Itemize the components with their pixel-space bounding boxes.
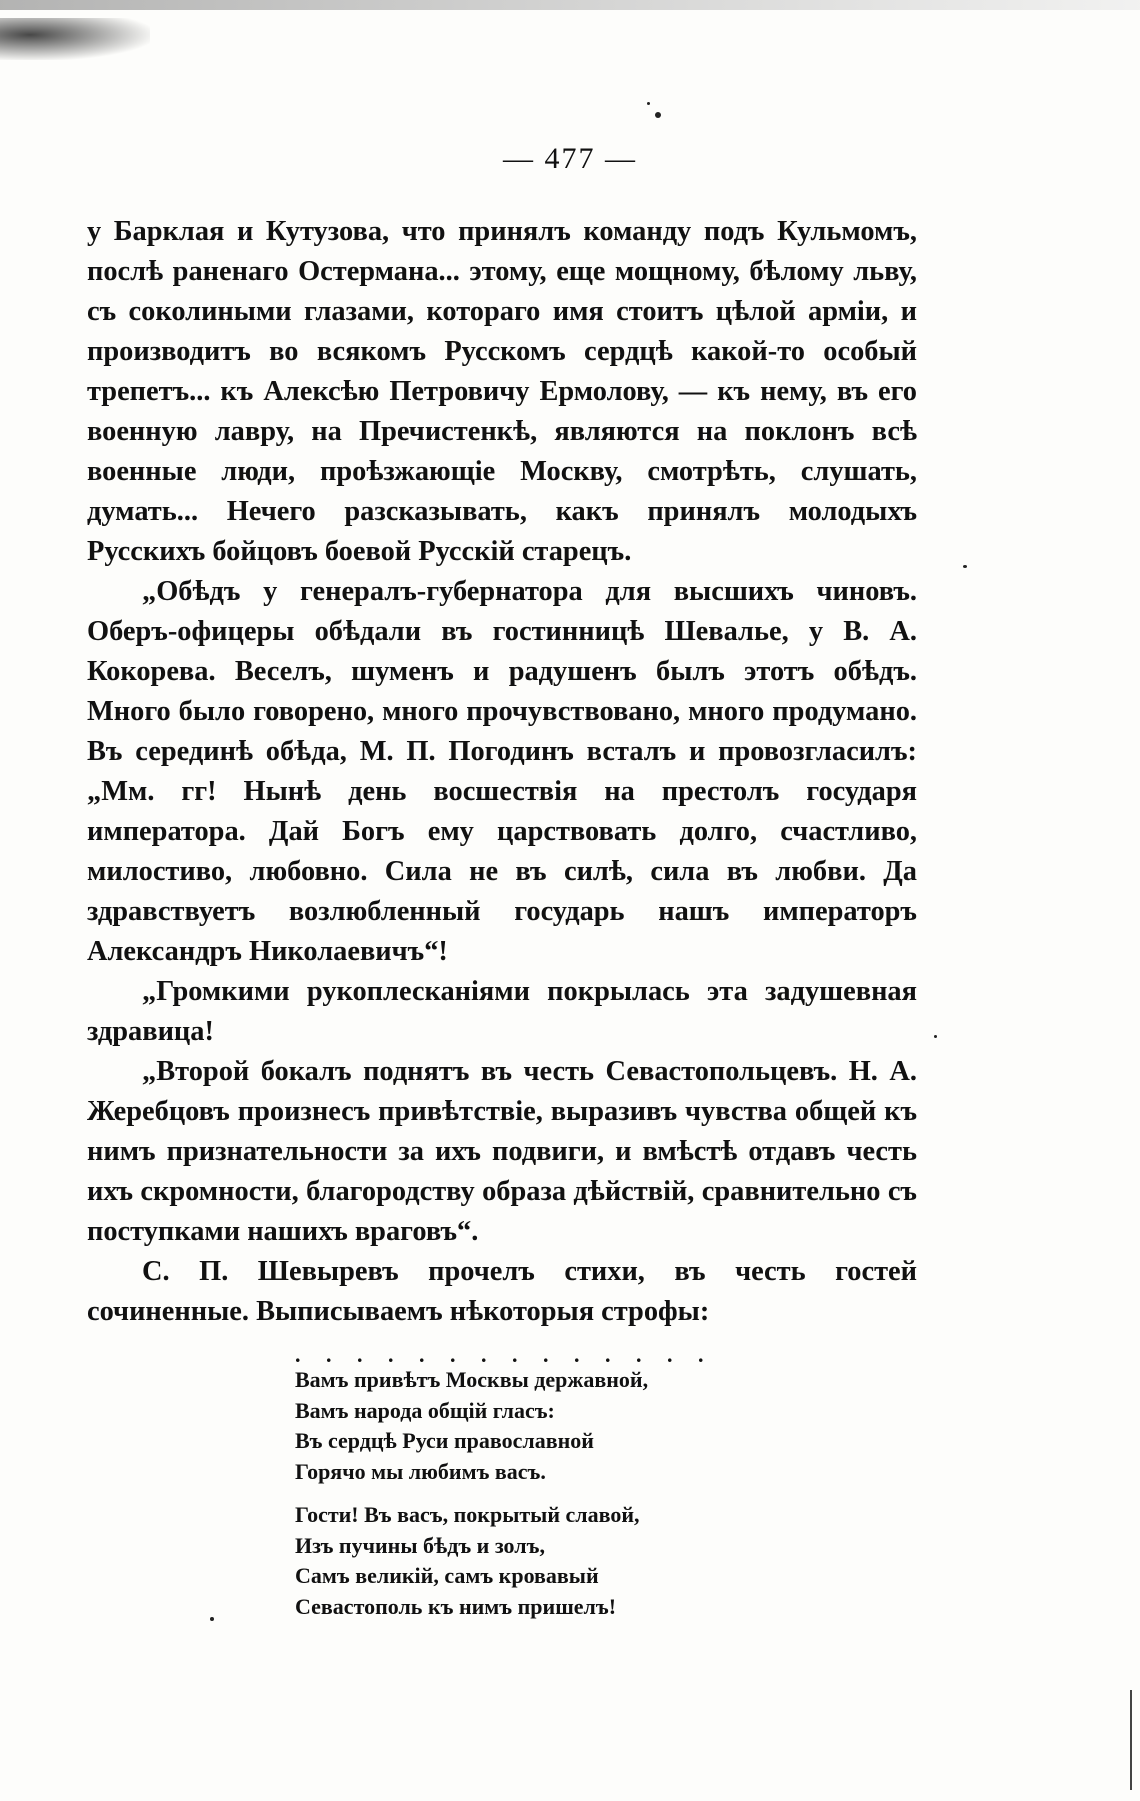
poem-ellipsis: . . . . . . . . . . . . . . (295, 1342, 714, 1367)
poem-line: Вамъ привѣтъ Москвы державной, (295, 1367, 649, 1392)
scan-speck (934, 1035, 937, 1038)
scan-speck (655, 112, 661, 118)
poem-line: Вамъ народа общій гласъ: (295, 1397, 555, 1423)
paragraph: „Второй бокалъ поднятъ въ честь Севастопольцевъ. Н. А. Жеребцовъ произнесъ привѣтствіе, выразивъ чувства общей къ нимъ признательности за ихъ подвиги, и вмѣстѣ отдавъ честь ихъ скромности, благородству образа дѣйствій, сравнительно съ поступками нашихъ враговъ“. (87, 1056, 917, 1247)
scan-edge-line (1130, 1690, 1132, 1790)
paragraph: у Барклая и Кутузова, что принялъ команду подъ Кульмомъ, послѣ раненаго Остермана... этому, еще мощному, бѣлому льву, съ соколиными глазами, котораго имя стоитъ цѣлой арміи, и производитъ во всякомъ Русскомъ сердцѣ какой-то особый трепетъ... къ Алексѣю Петровичу Ермолову, — къ нему, въ его военную лавру, на Пречистенкѣ, являются на поклонъ всѣ военные люди, проѣзжающіе Москву, смотрѣть, слушать, думать... Нечего разсказывать, какъ принялъ молодыхъ Русскихъ бойцовъ боевой Русскій старецъ. (87, 216, 917, 567)
scan-speck (963, 565, 967, 568)
poem-line: Севастополь къ нимъ пришелъ! (295, 1593, 617, 1619)
scan-speck (647, 102, 650, 105)
paragraph: С. П. Шевыревъ прочелъ стихи, въ честь гостей сочиненные. Выписываемъ нѣкоторыя строфы: (87, 1256, 917, 1327)
poem-line: Гости! Въ васъ, покрытый славой, (295, 1502, 640, 1527)
poem-line: Изъ пучины бѣдъ и золъ, (295, 1532, 545, 1558)
poem-line: Горячо мы любимъ васъ. (295, 1458, 546, 1484)
scan-smudge (0, 18, 150, 60)
paragraph: „Обѣдъ у генералъ-губернатора для высшихъ чиновъ. Оберъ-офицеры обѣдали въ гостинницѣ Шевалье, у В. А. Кокорева. Веселъ, шуменъ и радушенъ былъ этотъ обѣдъ. Много было говорено, много прочувствовано, много продумано. Въ серединѣ обѣда, М. П. Погодинъ всталъ и провозгласилъ: „Мм. гг! Нынѣ день восшествія на престолъ государя императора. Дай Богъ ему царствовать долго, счастливо, милостиво, любовно. Сила не въ силѣ, сила въ любви. Да здравствуетъ возлюбленный государь нашъ императоръ Александръ Николаевичъ“! (87, 576, 917, 967)
body-text (87, 212, 917, 1332)
poem-line: Въ сердцѣ Руси православной (295, 1428, 594, 1453)
poem (295, 1342, 714, 1635)
poem-stanza (295, 1365, 714, 1487)
paragraph: „Громкими рукоплесканіями покрылась эта задушевная здравица! (87, 976, 917, 1047)
scan-speck (210, 1617, 214, 1621)
poem-stanza (295, 1500, 714, 1622)
page-number: — 477 — (503, 142, 637, 175)
poem-line: Самъ великій, самъ кровавый (295, 1563, 599, 1588)
scan-top-edge (0, 0, 1140, 10)
